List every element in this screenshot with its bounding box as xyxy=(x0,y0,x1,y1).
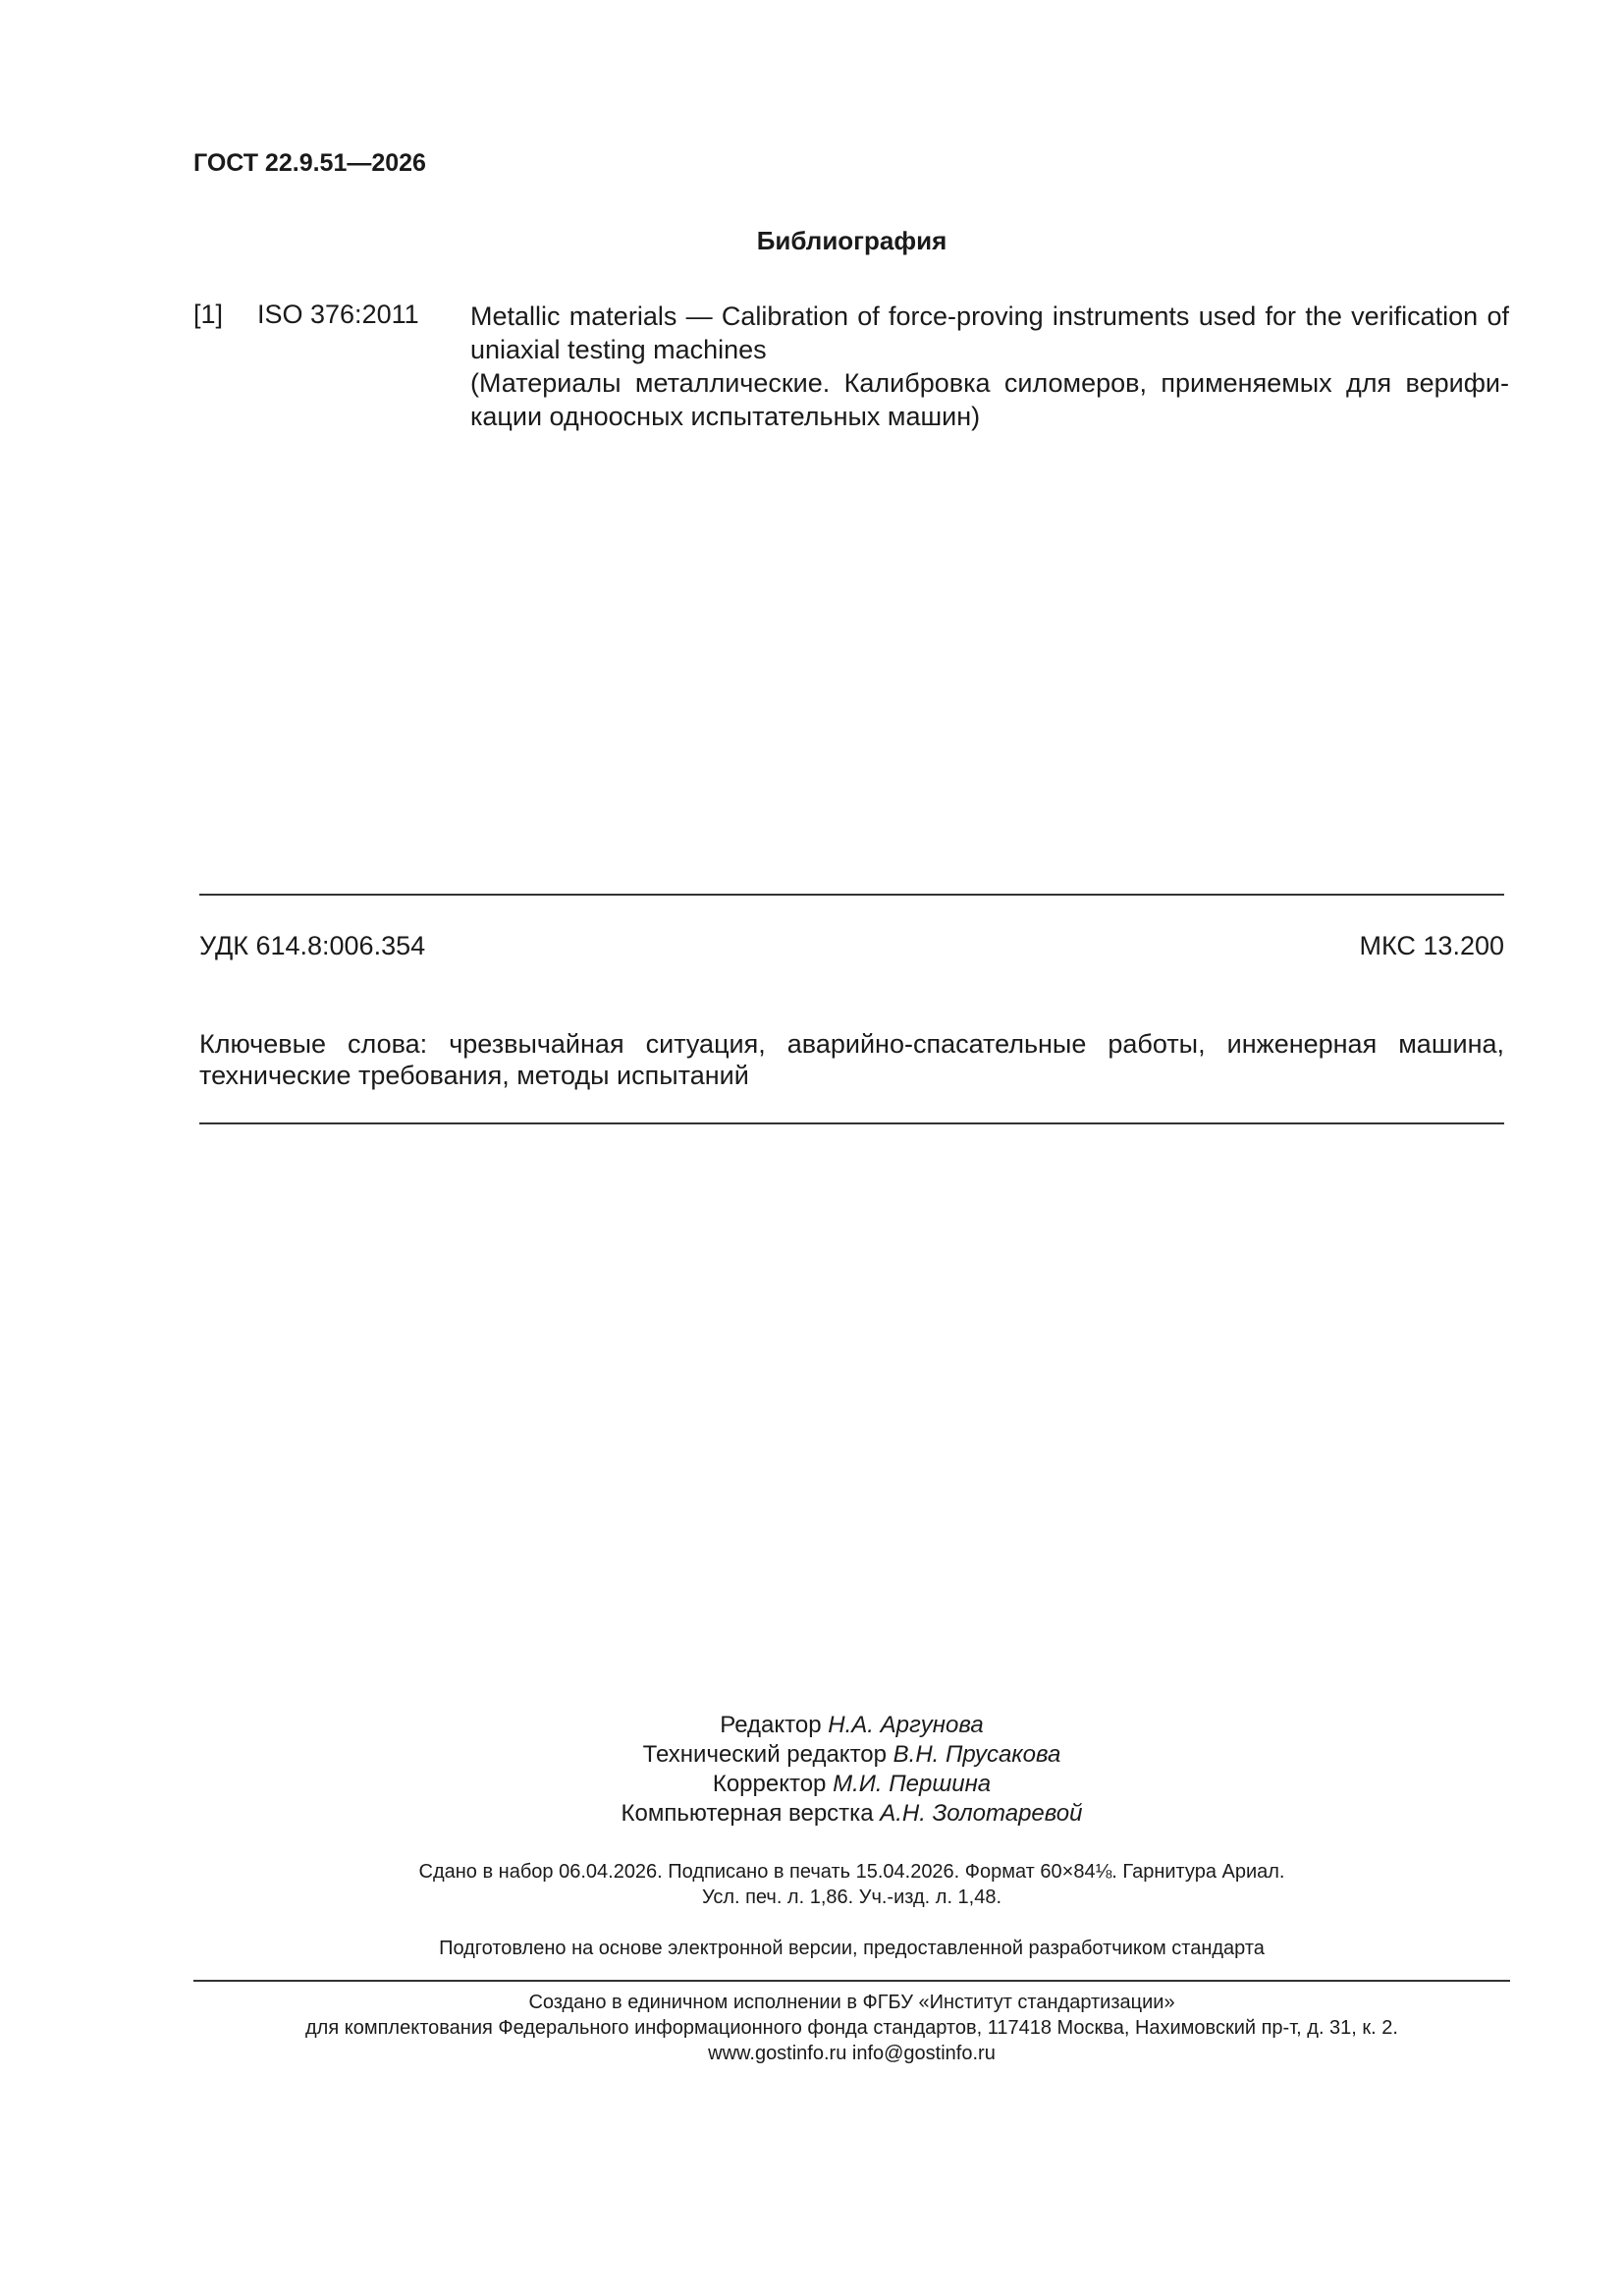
credit-layout-name: А.Н. Золотаревой xyxy=(880,1800,1083,1827)
credit-tech-editor xyxy=(0,1740,1623,1770)
credit-editor xyxy=(0,1711,1623,1740)
credits-block xyxy=(0,1711,1623,1829)
imprint-block xyxy=(0,1859,1623,1910)
keywords: Ключевые слова: чрезвычайная ситуация, аварийно-спасательные работы, инженерная машина, технические требования, методы испытаний xyxy=(199,1029,1504,1090)
credit-proofreader xyxy=(0,1770,1623,1799)
reference-title-ru: (Материалы металлические. Калибровка силомеров, применяемых для верифи-кации одноосных испытательных машин) xyxy=(470,368,1509,431)
bibliography-title: Библиография xyxy=(756,226,947,255)
reference-title-en: Metallic materials — Calibration of force-proving instruments used for the verification of uniaxial testing machines xyxy=(470,301,1509,364)
divider-top xyxy=(199,894,1504,896)
credit-proofreader-label: Корректор xyxy=(712,1771,827,1797)
footer-block xyxy=(0,1990,1623,2066)
credit-layout xyxy=(0,1799,1623,1829)
credit-tech-editor-label: Технический редактор xyxy=(642,1741,887,1768)
reference-code: ISO 376:2011 xyxy=(257,300,419,329)
document-code: ГОСТ 22.9.51—2026 xyxy=(193,149,426,177)
imprint-line-2: Усл. печ. л. 1,86. Уч.-изд. л. 1,48. xyxy=(701,1886,1002,1908)
credit-editor-label: Редактор xyxy=(720,1712,822,1738)
credit-tech-editor-name: В.Н. Прусакова xyxy=(893,1741,1061,1768)
footer-links: www.gostinfo.ru info@gostinfo.ru xyxy=(708,2043,996,2064)
credit-proofreader-name: М.И. Першина xyxy=(833,1771,992,1797)
reference-description xyxy=(470,300,1509,433)
prepared-note: Подготовлено на основе электронной версии, предоставленной разработчиком стандарта xyxy=(439,1938,1265,1959)
credit-editor-name: Н.А. Аргунова xyxy=(828,1712,984,1738)
udk-code: УДК 614.8:006.354 xyxy=(199,931,426,960)
footer-line-1: Создано в единичном исполнении в ФГБУ «Институт стандартизации» xyxy=(528,1992,1175,2013)
footer-line-2: для комплектования Федерального информационного фонда стандартов, 117418 Москва, Нахимовский пр-т, д. 31, к. 2. xyxy=(305,2017,1398,2039)
credit-layout-label: Компьютерная верстка xyxy=(621,1800,874,1827)
divider-keywords xyxy=(199,1122,1504,1124)
divider-footer xyxy=(193,1980,1510,1982)
imprint-line-1: Сдано в набор 06.04.2026. Подписано в печать 15.04.2026. Формат 60×84⅛. Гарнитура Ариал. xyxy=(418,1861,1285,1883)
mks-code: МКС 13.200 xyxy=(1359,931,1504,960)
reference-number: [1] xyxy=(193,300,224,329)
